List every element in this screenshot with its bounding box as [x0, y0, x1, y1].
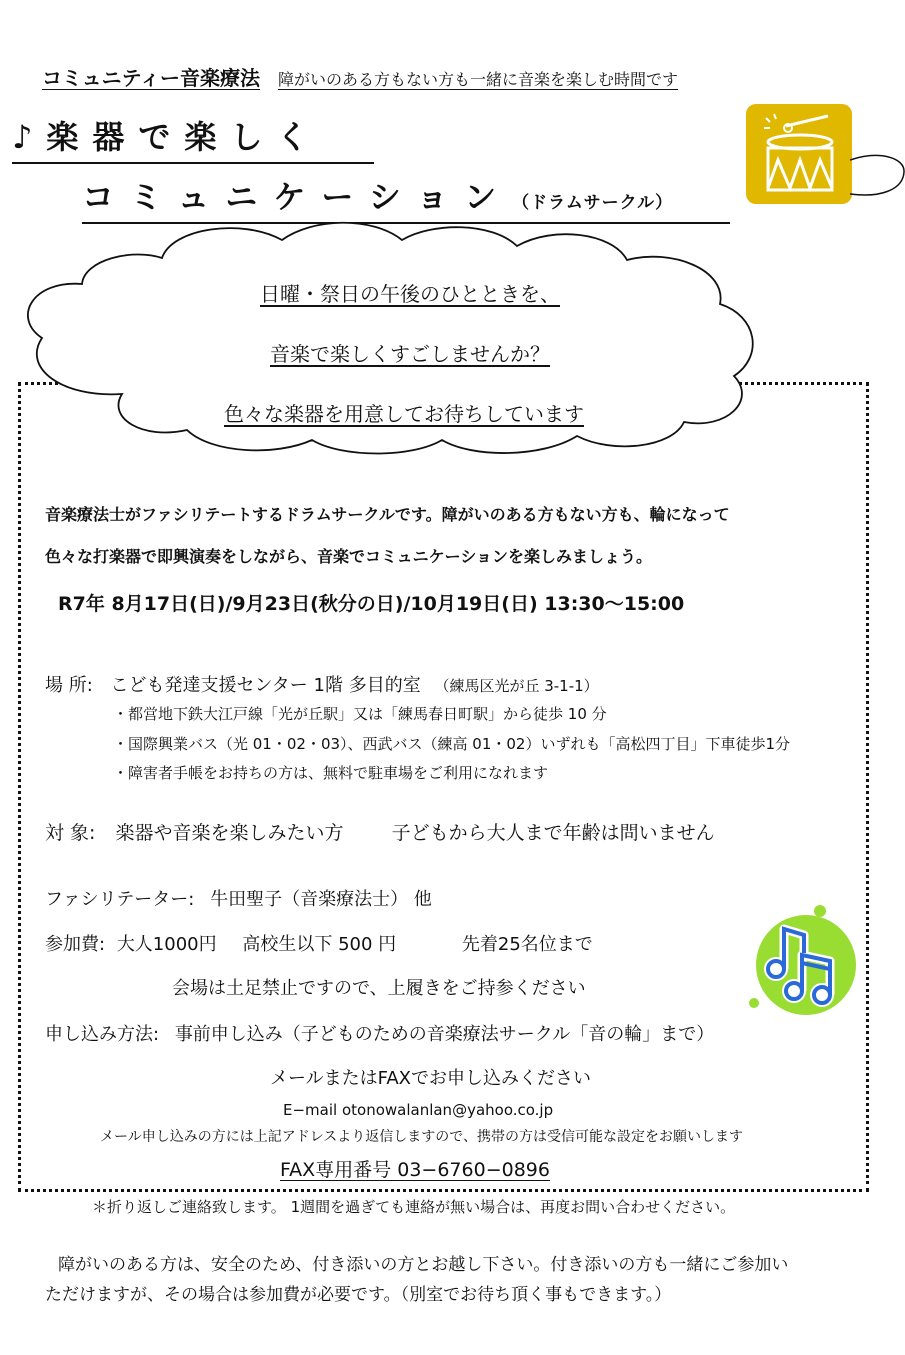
facilitator-name: 牛田聖子（音楽療法士） 他 — [210, 889, 432, 910]
intro-line-1: 音楽療法士がファシリテートするドラムサークルです。障がいのある方もない方も、輪になって — [45, 505, 730, 524]
apply-fax: FAX専用番号 03−6760−0896 — [280, 1159, 550, 1181]
apply-label: 申し込み方法: — [45, 1024, 160, 1045]
intro-line-2: 色々な打楽器で即興演奏をしながら、音楽でコミュニケーションを楽しみましょう。 — [45, 547, 653, 566]
cloud-line-3: 色々な楽器を用意してお待ちしています — [224, 402, 584, 426]
event-dates: R7年 8月17日(日)/9月23日(秋分の日)/10月19日(日) 13:30〜15:00 — [58, 593, 685, 615]
header-subtitle: 障がいのある方もない方も一緒に音楽を楽しむ時間です — [278, 70, 679, 89]
cloud-line-1: 日曜・祭日の午後のひとときを、 — [260, 282, 560, 306]
header-line — [42, 62, 678, 91]
fee-capacity: 先着25名位まで — [461, 934, 593, 955]
apply-text: 事前申し込み（子どものための音楽療法サークル「音の輪」まで） — [174, 1024, 715, 1045]
apply-row — [45, 1020, 714, 1046]
drum-icon — [744, 102, 854, 206]
shoes-notice: 会場は土足禁止ですので、上履きをご持参ください — [172, 978, 586, 999]
title-line-2-main: コミュニケーション — [82, 178, 513, 216]
target-row — [45, 818, 715, 845]
target-text: 楽器や音楽を楽しみたい方 — [115, 822, 344, 844]
target-age: 子どもから大人まで年齢は問いません — [391, 822, 715, 844]
music-note-icon — [748, 903, 863, 1018]
place-name: こども発達支援センター 1階 多目的室 — [110, 675, 421, 696]
closing-line-1: 障がいのある方は、安全のため、付き添いの方とお越し下さい。付き添いの方も一緒にご参加い — [58, 1255, 789, 1275]
fee-adult: 大人1000円 — [116, 934, 217, 955]
fee-student: 高校生以下 500 円 — [242, 934, 397, 955]
access-line-1: ・都営地下鉄大江戸線「光が丘駅」又は「練馬春日町駅」から徒歩 10 分 — [113, 705, 607, 723]
apply-mail-fax: メールまたはFAXでお申し込みください — [270, 1068, 591, 1089]
access-line-2: ・国際興業バス（光 01・02・03）、西武バス（練高 01・02）いずれも「高松四丁目」下車徒歩1分 — [113, 735, 791, 753]
title-line-1: ♪楽器で楽しく — [12, 112, 374, 164]
place-address: （練馬区光が丘 3-1-1） — [434, 677, 599, 695]
facilitator-label: ファシリテーター: — [45, 889, 195, 910]
header-title: コミュニティー音楽療法 — [42, 66, 260, 90]
place-row — [45, 671, 599, 697]
fee-label: 参加費: — [45, 934, 106, 955]
fee-row — [45, 930, 593, 956]
place-label: 場 所: — [45, 675, 93, 696]
cloud-line-2: 音楽で楽しくすごしませんか？ — [270, 342, 550, 366]
footnote: ＊折り返しご連絡致します。 1週間を過ぎても連絡が無い場合は、再度お問い合わせください。 — [92, 1198, 736, 1216]
apply-email-note: メール申し込みの方には上記アドレスより返信しますので、携帯の方は受信可能な設定をお願いします — [100, 1129, 744, 1145]
title-line-2-sub: （ドラムサークル） — [512, 193, 674, 213]
target-label: 対 象: — [45, 822, 96, 844]
closing-line-2: ただけますが、その場合は参加費が必要です。（別室でお待ち頂く事もできます。） — [45, 1285, 672, 1305]
badge-swoosh-line — [850, 150, 905, 210]
title-line-2 — [82, 172, 730, 224]
apply-email: E−mail otonowalanlan@yahoo.co.jp — [283, 1101, 554, 1119]
facilitator-row — [45, 885, 432, 911]
access-line-3: ・障害者手帳をお持ちの方は、無料で駐車場をご利用になれます — [113, 764, 549, 782]
